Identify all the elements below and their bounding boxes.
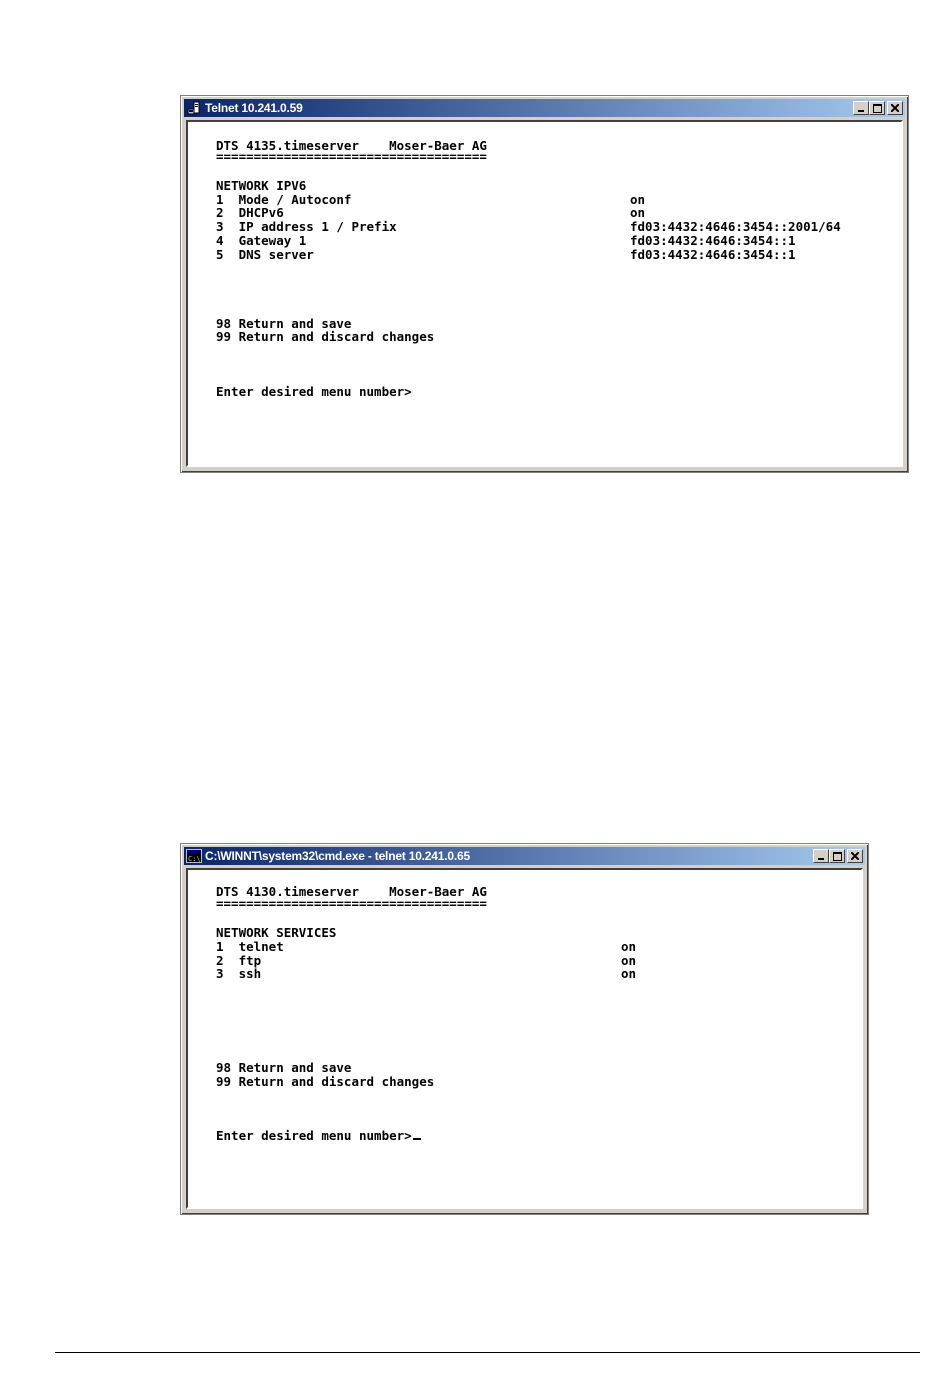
menu-item-label: 2 DHCPv6 [216,205,284,220]
maximize-button[interactable] [829,849,845,863]
menu-item-value: on [621,953,637,968]
window-controls [853,101,903,115]
maximize-button[interactable] [869,101,885,115]
console-area[interactable] [186,868,863,1209]
menu-item-value: fd03:4432:4646:3454::1 [630,247,796,262]
section-title: NETWORK IPV6 [216,178,307,193]
console-separator: ==================================== [216,896,487,911]
prompt: Enter desired menu number> [216,1128,412,1143]
text-cursor [413,1138,421,1140]
menu-item-label: 5 DNS server [216,247,314,262]
title-bar[interactable] [184,99,905,117]
menu-item-label: 3 IP address 1 / Prefix [216,219,397,234]
telnet-icon[interactable] [186,101,202,115]
option-save: 98 Return and save [216,1060,352,1075]
close-button[interactable] [887,101,903,115]
menu-item-label: 3 ssh [216,966,262,981]
footer-rule [55,1352,920,1353]
menu-item-value: on [621,966,637,981]
option-discard: 99 Return and discard changes [216,1074,435,1089]
close-button[interactable] [847,849,863,863]
console-header: DTS 4130.timeserver Moser-Baer AG [216,884,487,899]
window-title: C:\WINNT\system32\cmd.exe - telnet 10.241.0.65 [205,849,470,863]
console-area[interactable] [186,120,903,467]
prompt: Enter desired menu number> [216,384,412,399]
console-separator: ==================================== [216,149,487,164]
maximize-icon [873,104,882,113]
prompt-line[interactable] [216,1129,421,1142]
menu-item-label: 2 ftp [216,953,262,968]
cmd-icon[interactable] [186,849,202,863]
section-title: NETWORK SERVICES [216,925,337,940]
menu-item-label: 4 Gateway 1 [216,233,307,248]
menu-item-value: on [630,205,646,220]
minimize-icon [817,852,825,860]
window-controls [813,849,863,863]
minimize-button[interactable] [853,101,869,115]
option-discard: 99 Return and discard changes [216,329,435,344]
menu-item-label: 1 Mode / Autoconf [216,192,352,207]
minimize-icon [857,104,865,112]
menu-item-value: on [630,192,646,207]
menu-item-label: 1 telnet [216,939,284,954]
close-icon [851,852,859,860]
title-bar[interactable] [184,847,865,865]
close-icon [891,104,899,112]
svg-text:C:\: C:\ [188,855,201,863]
option-save: 98 Return and save [216,316,352,331]
minimize-button[interactable] [813,849,829,863]
menu-item-value: fd03:4432:4646:3454::2001/64 [630,219,841,234]
maximize-icon [833,852,842,861]
window-title: Telnet 10.241.0.59 [205,101,303,115]
menu-item-value: on [621,939,637,954]
console-header: DTS 4135.timeserver Moser-Baer AG [216,138,487,153]
telnet-window [180,95,909,473]
cmd-telnet-window [180,843,869,1215]
menu-item-value: fd03:4432:4646:3454::1 [630,233,796,248]
